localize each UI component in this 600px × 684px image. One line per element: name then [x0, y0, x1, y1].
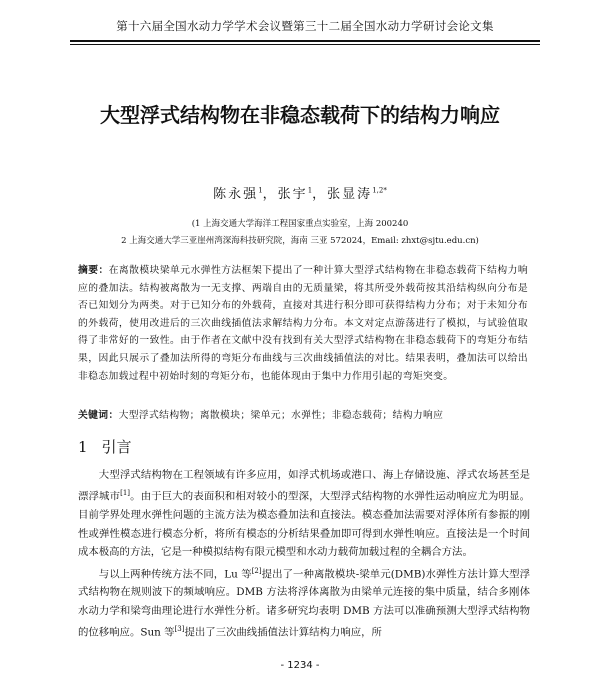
paragraph-text: 与以上两种传统方法不同，Lu 等	[98, 567, 252, 580]
keywords-text: 大型浮式结构物；离散模块；梁单元；水弹性；非稳态载荷；结构力响应	[118, 410, 444, 421]
citation: [3]	[174, 625, 185, 634]
paragraph	[78, 466, 530, 562]
section-number: 1	[78, 438, 88, 456]
paragraph-text: 提出了三次曲线插值法计算结构力响应，所	[184, 626, 382, 639]
header-rule-thick	[70, 40, 540, 42]
author-name: 陈永强	[213, 187, 259, 202]
paragraph-text: 提出了一种离散模块-梁单元(DMB)水弹性方法计算大型浮式结构物在规则波下的频域响应。DMB 方法将浮体离散为由梁单元连接的集中质量，结合多刚体水动力学和梁弯曲理论进行水弹性分析。诸多研究均表明 DMB 方法可以准确预测大型浮式结构物的位移响应。Sun 等	[78, 567, 530, 639]
citation: [1]	[120, 489, 131, 498]
header-rule-thin	[70, 44, 540, 45]
affiliation-line: 2 上海交通大学三亚崖州湾深海科技研究院，海南 三亚 572024，Email: zhxt@sjtu.edu.cn)	[121, 236, 479, 246]
keywords-label: 关键词：	[78, 410, 119, 421]
paragraph	[78, 562, 530, 643]
affiliation-line: (1 上海交通大学海洋工程国家重点实验室，上海 200240	[191, 219, 409, 229]
paragraph-text: 。由于巨大的表面积和相对较小的型深，大型浮式结构物的水弹性运动响应尤为明显。目前学界处理水弹性问题的主流方法为模态叠加法和直接法。模态叠加法需要对浮体所有参振的刚性或弹性模态进行模态分析，将所有模态的分析结果叠加即可得到水弹性响应。直接法是一个时间成本极高的方法，它是一种模拟结构有限元模型和水动力载荷加载过程的全耦合方法。	[78, 490, 531, 559]
body-text	[78, 466, 530, 642]
author-name: 张显涛	[327, 187, 373, 202]
author-name: 张宇	[277, 187, 308, 202]
author-separator: ，	[262, 187, 278, 202]
section-title: 引言	[101, 438, 132, 456]
author-separator: ，	[312, 187, 328, 202]
section-heading	[78, 436, 132, 457]
paragraph-text: 大型浮式结构物在工程领域有许多应用，如浮式机场或港口、海上存储设施、浮式农场甚至是漂浮城市	[78, 469, 530, 503]
keywords	[78, 407, 528, 421]
citation: [2]	[251, 566, 262, 575]
paper-title: 大型浮式结构物在非稳态载荷下的结构力响应	[100, 103, 500, 127]
author-affiliation-mark: 1	[258, 186, 263, 195]
author-affiliation-mark: 1	[307, 186, 313, 195]
abstract-text: 在离散模块梁单元水弹性方法框架下提出了一种计算大型浮式结构物在非稳态载荷下结构力响应的叠加法。结构被离散为一无支撑、两端自由的无质量梁，将其所受外载荷按其沿结构纵向分布是否已知划分为两类。对于已知分布的外载荷，直接对其进行积分即可获得结构力分布；对于未知分布的外载荷，使用改进后的三次曲线插值法求解结构力分布。本文对定点游荡进行了模拟，与试验值取得了非常好的一致性。由于作者在文献中没有找到有关大型浮式结构物在非稳态载荷下的弯矩分布结果，因此只展示了叠加法所得的弯矩分布曲线与三次曲线插值法的对比。结果表明，叠加法可以给出非稳态加载过程中初始时刻的弯矩分布，也能体现由于集中力作用引起的弯矩突变。	[78, 265, 528, 382]
author-list	[60, 183, 540, 202]
author-affiliation-mark: 1,2*	[372, 186, 387, 195]
page-number: - 1234 -	[280, 660, 320, 671]
running-header: 第十六届全国水动力学学术会议暨第三十二届全国水动力学研讨会论文集	[116, 19, 494, 33]
abstract-label: 摘要：	[78, 265, 109, 276]
abstract	[78, 262, 528, 385]
